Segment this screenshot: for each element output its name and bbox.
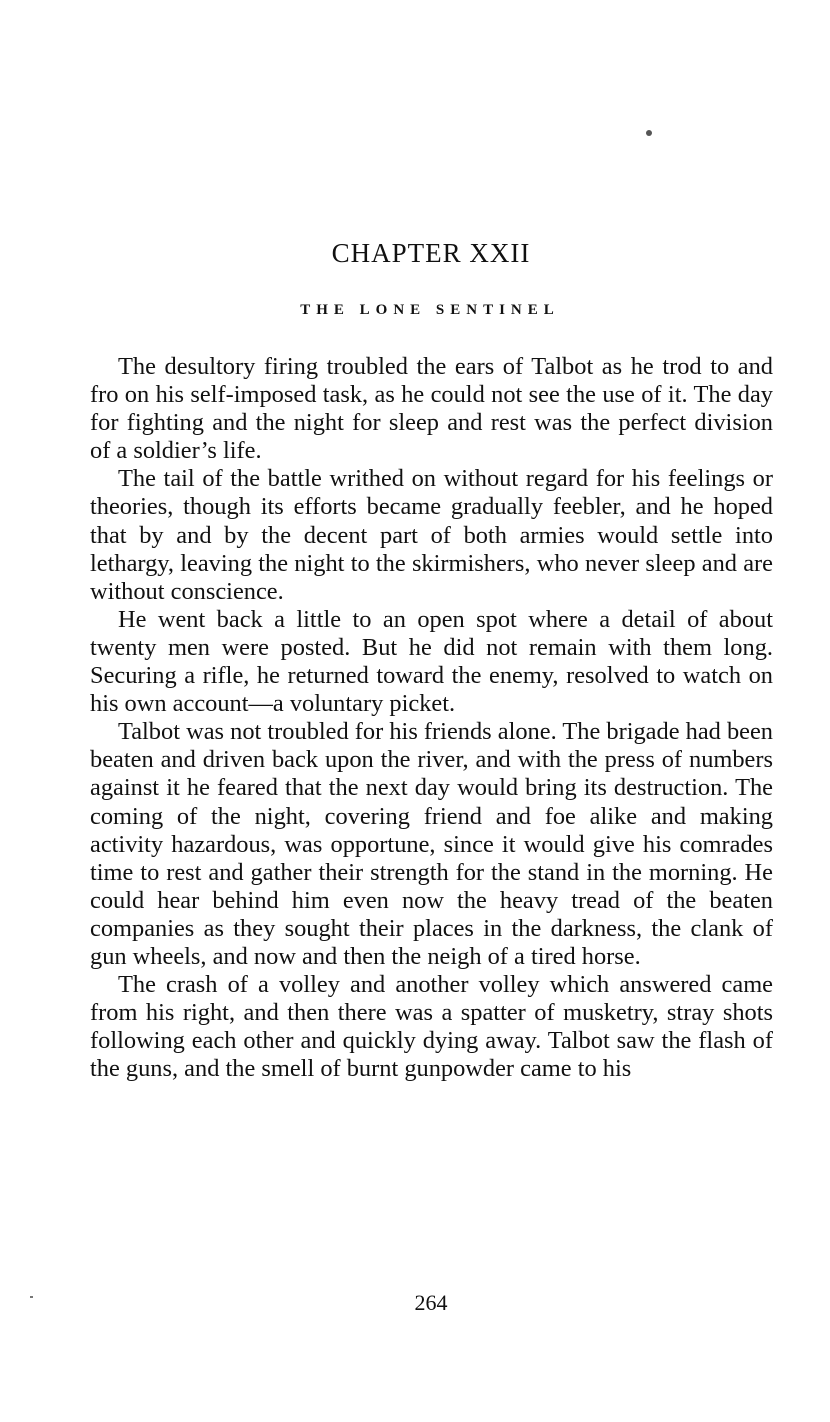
paragraph: The crash of a volley and another volley which answered came from his right, and then there was a spatter of musketry, stray shots following each other and quickly dying away. Talbot saw the flash of the guns, and the smell of burnt gunpowder came to his — [90, 971, 773, 1083]
chapter-subtitle: THE LONE SENTINEL — [300, 302, 560, 318]
page-number: 264 — [414, 1290, 448, 1315]
chapter-title: CHAPTER XXII — [331, 238, 531, 268]
paragraph: He went back a little to an open spot where a detail of about twenty men were posted. But he did not remain with them long. Securing a rifle, he returned toward the enemy, resolved to watch on his own account—a voluntary picket. — [90, 605, 773, 718]
body-text — [90, 353, 773, 1083]
ink-speck — [646, 130, 652, 136]
paragraph: The tail of the battle writhed on without regard for his feelings or theories, though its efforts became gradually feebler, and he hoped that by and by the decent part of both armies would settle into lethargy, leaving the night to the skirmishers, who never sleep and are without conscience. — [90, 465, 773, 605]
paragraph: The desultory firing troubled the ears of Talbot as he trod to and fro on his self-imposed task, as he could not see the use of it. The day for fighting and the night for sleep and rest was the perfect division of a soldier’s life. — [90, 353, 773, 465]
paragraph: Talbot was not troubled for his friends alone. The brigade had been beaten and driven back upon the river, and with the press of numbers against it he feared that the next day would bring its destruction. The coming of the night, covering friend and foe alike and making activity hazardous, was opportune, since it would give his comrades time to rest and gather their strength for the stand in the morning. He could hear behind him even now the heavy tread of the beaten companies as they sought their places in the darkness, the clank of gun wheels, and now and then the neigh of a tired horse. — [90, 718, 773, 970]
